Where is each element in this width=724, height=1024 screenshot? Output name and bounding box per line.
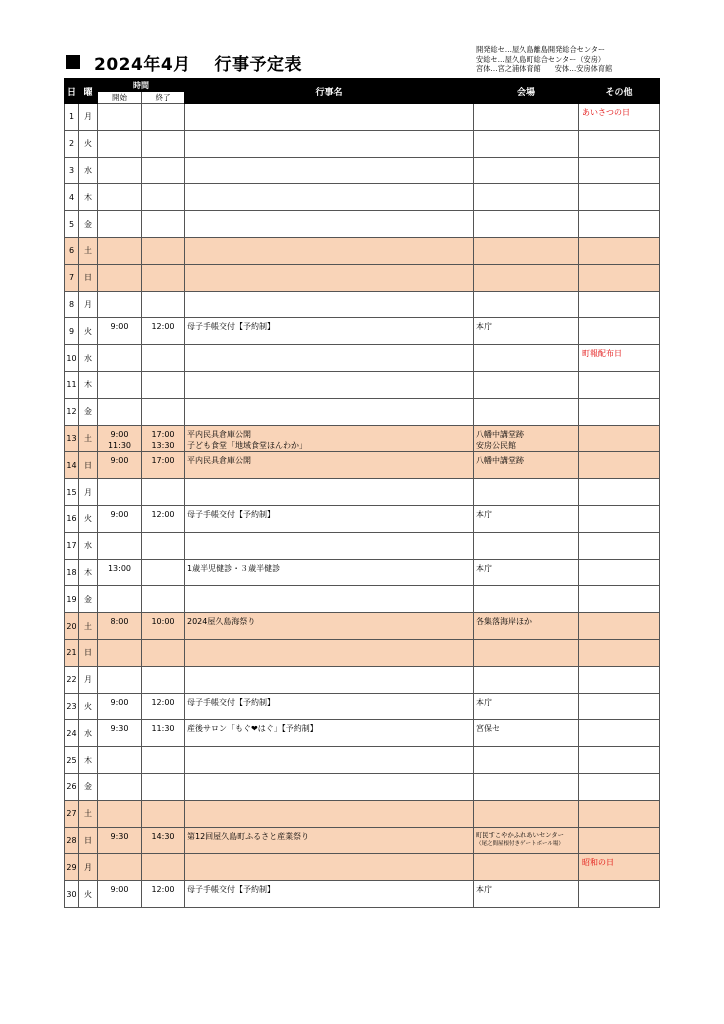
- end-time-cell: [142, 371, 185, 398]
- day-row: [65, 425, 660, 452]
- venue-cell: [474, 666, 579, 693]
- event-name-cell: 第12回屋久島町ふるさと産業祭り: [185, 827, 474, 854]
- weekday-cell: 日: [79, 639, 98, 666]
- other-cell: [579, 425, 660, 452]
- weekday-cell: 月: [79, 479, 98, 506]
- day-cell: 28: [65, 827, 79, 854]
- end-time-cell: [142, 291, 185, 318]
- venue-cell: 本庁: [474, 505, 579, 532]
- day-cell: 11: [65, 371, 79, 398]
- end-time-cell: [142, 184, 185, 211]
- event-name-cell: [185, 291, 474, 318]
- event-name-cell: [185, 237, 474, 264]
- other-cell: [579, 827, 660, 854]
- event-name-cell: [185, 666, 474, 693]
- day-row: [65, 720, 660, 747]
- weekday-cell: 月: [79, 666, 98, 693]
- day-row: [65, 130, 660, 157]
- start-time-cell: [98, 854, 142, 881]
- event-name-cell: [185, 345, 474, 372]
- day-row: [65, 184, 660, 211]
- start-time-cell: [98, 157, 142, 184]
- event-name-cell: [185, 773, 474, 800]
- legend-item: 宮体…宮之浦体育館: [476, 64, 541, 74]
- header-weekday: 曜: [79, 79, 98, 104]
- legend-line: [476, 64, 612, 74]
- start-time-cell: 9:30: [98, 827, 142, 854]
- start-time-cell: [98, 264, 142, 291]
- venue-cell: [474, 532, 579, 559]
- day-cell: 8: [65, 291, 79, 318]
- venue-cell: [474, 157, 579, 184]
- header-venue: 会場: [474, 79, 579, 104]
- venue-cell: [474, 773, 579, 800]
- weekday-cell: 水: [79, 345, 98, 372]
- day-row: [65, 800, 660, 827]
- venue-cell: 本庁: [474, 559, 579, 586]
- start-time-cell: 9:30: [98, 720, 142, 747]
- weekday-cell: 火: [79, 130, 98, 157]
- event-name-cell: [185, 398, 474, 425]
- day-row: [65, 854, 660, 881]
- other-cell: [579, 479, 660, 506]
- venue-cell: [474, 586, 579, 613]
- end-time-cell: [142, 398, 185, 425]
- day-cell: 6: [65, 237, 79, 264]
- venue-cell: 各集落海岸ほか: [474, 613, 579, 640]
- event-name-cell: [185, 130, 474, 157]
- day-row: [65, 398, 660, 425]
- venue-abbreviation-legend: [476, 45, 612, 74]
- venue-main: 町民すこやかふれあいセンター: [476, 831, 564, 839]
- other-cell: [579, 800, 660, 827]
- end-time-cell: [142, 854, 185, 881]
- end-time-cell: 17:00 13:30: [142, 425, 185, 452]
- other-cell: [579, 398, 660, 425]
- day-cell: 14: [65, 452, 79, 479]
- venue-cell: [474, 130, 579, 157]
- day-row: [65, 157, 660, 184]
- day-cell: 2: [65, 130, 79, 157]
- other-cell: あいさつの日: [579, 104, 660, 131]
- weekday-cell: 木: [79, 747, 98, 774]
- weekday-cell: 土: [79, 425, 98, 452]
- day-row: [65, 318, 660, 345]
- venue-cell: 本庁: [474, 693, 579, 720]
- venue-cell: [474, 211, 579, 238]
- day-row: [65, 586, 660, 613]
- weekday-cell: 火: [79, 881, 98, 908]
- weekday-cell: 木: [79, 559, 98, 586]
- end-time-cell: [142, 104, 185, 131]
- event-name-cell: [185, 104, 474, 131]
- start-time-cell: [98, 666, 142, 693]
- venue-cell: [474, 827, 579, 854]
- start-time-cell: [98, 184, 142, 211]
- other-cell: [579, 747, 660, 774]
- day-cell: 29: [65, 854, 79, 881]
- event-name-cell: [185, 371, 474, 398]
- venue-cell: [474, 237, 579, 264]
- day-row: [65, 264, 660, 291]
- day-cell: 13: [65, 425, 79, 452]
- venue-cell: [474, 398, 579, 425]
- start-time-cell: [98, 479, 142, 506]
- end-time-cell: [142, 345, 185, 372]
- start-time-cell: [98, 532, 142, 559]
- start-time-cell: 8:00: [98, 613, 142, 640]
- day-row: [65, 211, 660, 238]
- legend-line: 安総セ…屋久島町総合センター（安房）: [476, 54, 606, 64]
- end-time-cell: [142, 237, 185, 264]
- other-cell: [579, 211, 660, 238]
- day-row: [65, 291, 660, 318]
- start-time-cell: [98, 773, 142, 800]
- schedule-body: [65, 104, 660, 908]
- other-cell: [579, 773, 660, 800]
- end-time-cell: [142, 586, 185, 613]
- legend-item: 安体…安房体育館: [554, 64, 613, 74]
- other-cell: 町報配布日: [579, 345, 660, 372]
- day-cell: 18: [65, 559, 79, 586]
- venue-cell: [474, 264, 579, 291]
- event-name-cell: [185, 211, 474, 238]
- end-time-cell: [142, 479, 185, 506]
- end-time-cell: [142, 800, 185, 827]
- header-time: 時間: [98, 79, 185, 92]
- other-cell: [579, 264, 660, 291]
- venue-cell: 八幡中講堂跡: [474, 452, 579, 479]
- end-time-cell: 12:00: [142, 318, 185, 345]
- weekday-cell: 土: [79, 613, 98, 640]
- venue-cell: [474, 747, 579, 774]
- other-cell: [579, 666, 660, 693]
- day-cell: 15: [65, 479, 79, 506]
- event-name-cell: [185, 479, 474, 506]
- end-time-cell: 17:00: [142, 452, 185, 479]
- event-name-cell: 1歳半児健診・３歳半健診: [185, 559, 474, 586]
- event-name-cell: [185, 264, 474, 291]
- other-cell: [579, 184, 660, 211]
- day-cell: 22: [65, 666, 79, 693]
- other-cell: [579, 720, 660, 747]
- day-row: [65, 773, 660, 800]
- end-time-cell: 12:00: [142, 693, 185, 720]
- event-name-cell: [185, 854, 474, 881]
- event-name-cell: [185, 639, 474, 666]
- weekday-cell: 金: [79, 586, 98, 613]
- end-time-cell: [142, 639, 185, 666]
- end-time-cell: [142, 532, 185, 559]
- start-time-cell: 9:00: [98, 693, 142, 720]
- weekday-cell: 土: [79, 800, 98, 827]
- end-time-cell: [142, 747, 185, 774]
- other-cell: [579, 237, 660, 264]
- header-start: 開始: [98, 92, 142, 104]
- other-cell: [579, 613, 660, 640]
- weekday-cell: 水: [79, 532, 98, 559]
- other-cell: [579, 371, 660, 398]
- end-time-cell: [142, 773, 185, 800]
- start-time-cell: 9:00: [98, 452, 142, 479]
- day-cell: 25: [65, 747, 79, 774]
- day-row: [65, 452, 660, 479]
- day-cell: 12: [65, 398, 79, 425]
- start-time-cell: 9:00 11:30: [98, 425, 142, 452]
- day-cell: 10: [65, 345, 79, 372]
- venue-cell: [474, 854, 579, 881]
- weekday-cell: 木: [79, 184, 98, 211]
- start-time-cell: [98, 130, 142, 157]
- event-name-cell: [185, 586, 474, 613]
- schedule-table: [64, 78, 660, 908]
- start-time-cell: [98, 800, 142, 827]
- venue-cell: 宮保セ: [474, 720, 579, 747]
- weekday-cell: 火: [79, 318, 98, 345]
- event-name-cell: 産後サロン「もぐ❤はぐ」【予約制】: [185, 720, 474, 747]
- end-time-cell: 12:00: [142, 505, 185, 532]
- other-cell: [579, 452, 660, 479]
- event-name-cell: 平内民具倉庫公開 子ども食堂「地域食堂ほんわか」: [185, 425, 474, 452]
- other-cell: [579, 693, 660, 720]
- start-time-cell: [98, 371, 142, 398]
- event-name-cell: 平内民具倉庫公開: [185, 452, 474, 479]
- other-cell: [579, 318, 660, 345]
- day-cell: 1: [65, 104, 79, 131]
- day-row: [65, 237, 660, 264]
- day-cell: 20: [65, 613, 79, 640]
- event-name-cell: [185, 747, 474, 774]
- venue-cell: [474, 291, 579, 318]
- event-name-cell: 母子手帳交付【予約制】: [185, 318, 474, 345]
- venue-cell: 本庁: [474, 881, 579, 908]
- other-cell: [579, 881, 660, 908]
- day-row: [65, 827, 660, 854]
- day-row: [65, 505, 660, 532]
- end-time-cell: [142, 211, 185, 238]
- day-cell: 5: [65, 211, 79, 238]
- day-row: [65, 639, 660, 666]
- day-cell: 16: [65, 505, 79, 532]
- weekday-cell: 水: [79, 157, 98, 184]
- end-time-cell: 14:30: [142, 827, 185, 854]
- end-time-cell: 10:00: [142, 613, 185, 640]
- page-title: [66, 50, 302, 74]
- weekday-cell: 金: [79, 773, 98, 800]
- start-time-cell: [98, 345, 142, 372]
- title-text: 2024年4月 行事予定表: [94, 54, 303, 75]
- start-time-cell: 9:00: [98, 318, 142, 345]
- start-time-cell: [98, 639, 142, 666]
- event-name-cell: 母子手帳交付【予約制】: [185, 505, 474, 532]
- start-time-cell: [98, 586, 142, 613]
- day-cell: 7: [65, 264, 79, 291]
- header-event: 行事名: [185, 79, 474, 104]
- square-bullet-icon: [66, 55, 80, 69]
- start-time-cell: [98, 237, 142, 264]
- other-cell: [579, 532, 660, 559]
- end-time-cell: [142, 130, 185, 157]
- event-name-cell: 母子手帳交付【予約制】: [185, 693, 474, 720]
- venue-cell: [474, 800, 579, 827]
- event-name-cell: [185, 532, 474, 559]
- day-cell: 17: [65, 532, 79, 559]
- start-time-cell: [98, 211, 142, 238]
- day-row: [65, 371, 660, 398]
- other-cell: [579, 639, 660, 666]
- other-cell: [579, 291, 660, 318]
- day-row: [65, 881, 660, 908]
- weekday-cell: 月: [79, 291, 98, 318]
- start-time-cell: 9:00: [98, 505, 142, 532]
- event-name-cell: [185, 184, 474, 211]
- weekday-cell: 月: [79, 854, 98, 881]
- day-row: [65, 559, 660, 586]
- day-row: [65, 747, 660, 774]
- day-cell: 24: [65, 720, 79, 747]
- end-time-cell: [142, 264, 185, 291]
- venue-cell: 本庁: [474, 318, 579, 345]
- day-cell: 19: [65, 586, 79, 613]
- weekday-cell: 火: [79, 693, 98, 720]
- day-row: [65, 532, 660, 559]
- start-time-cell: [98, 291, 142, 318]
- weekday-cell: 月: [79, 104, 98, 131]
- weekday-cell: 土: [79, 237, 98, 264]
- venue-cell: 八幡中講堂跡 安房公民館: [474, 425, 579, 452]
- day-cell: 23: [65, 693, 79, 720]
- weekday-cell: 火: [79, 505, 98, 532]
- event-name-cell: 母子手帳交付【予約制】: [185, 881, 474, 908]
- other-cell: 昭和の日: [579, 854, 660, 881]
- start-time-cell: [98, 104, 142, 131]
- venue-cell: [474, 184, 579, 211]
- day-row: [65, 345, 660, 372]
- weekday-cell: 金: [79, 398, 98, 425]
- event-name-cell: [185, 800, 474, 827]
- other-cell: [579, 505, 660, 532]
- weekday-cell: 日: [79, 827, 98, 854]
- weekday-cell: 水: [79, 720, 98, 747]
- day-row: [65, 479, 660, 506]
- day-cell: 27: [65, 800, 79, 827]
- other-cell: [579, 157, 660, 184]
- venue-sub: （尾之間屋根付きゲートボール場）: [476, 840, 564, 847]
- header-end: 終了: [142, 92, 185, 104]
- end-time-cell: [142, 157, 185, 184]
- end-time-cell: [142, 559, 185, 586]
- day-cell: 21: [65, 639, 79, 666]
- header-day: 日: [65, 79, 79, 104]
- day-cell: 4: [65, 184, 79, 211]
- day-cell: 26: [65, 773, 79, 800]
- start-time-cell: 13:00: [98, 559, 142, 586]
- weekday-cell: 木: [79, 371, 98, 398]
- event-name-cell: [185, 157, 474, 184]
- venue-cell: [474, 345, 579, 372]
- venue-cell: [474, 371, 579, 398]
- day-row: [65, 613, 660, 640]
- end-time-cell: 12:00: [142, 881, 185, 908]
- venue-cell: [474, 479, 579, 506]
- venue-cell: [474, 104, 579, 131]
- day-cell: 3: [65, 157, 79, 184]
- weekday-cell: 日: [79, 452, 98, 479]
- weekday-cell: 日: [79, 264, 98, 291]
- day-cell: 30: [65, 881, 79, 908]
- legend-line: 開発総セ…屋久島離島開発総合センター: [476, 45, 606, 54]
- end-time-cell: 11:30: [142, 720, 185, 747]
- event-name-cell: 2024屋久島海祭り: [185, 613, 474, 640]
- header-other: その他: [579, 79, 660, 104]
- day-row: [65, 666, 660, 693]
- end-time-cell: [142, 666, 185, 693]
- day-cell: 9: [65, 318, 79, 345]
- start-time-cell: 9:00: [98, 881, 142, 908]
- weekday-cell: 金: [79, 211, 98, 238]
- start-time-cell: [98, 747, 142, 774]
- day-row: [65, 693, 660, 720]
- other-cell: [579, 130, 660, 157]
- start-time-cell: [98, 398, 142, 425]
- other-cell: [579, 559, 660, 586]
- other-cell: [579, 586, 660, 613]
- venue-cell: [474, 639, 579, 666]
- day-row: [65, 104, 660, 131]
